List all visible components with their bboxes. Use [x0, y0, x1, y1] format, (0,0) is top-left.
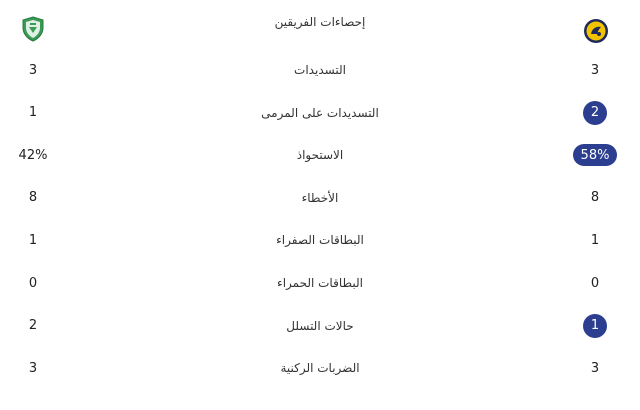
stat-row [0, 141, 640, 169]
away-stat-cell [560, 99, 630, 127]
stats-header [0, 8, 640, 36]
away-stat-cell [560, 141, 630, 169]
away-stat-cell [560, 184, 630, 212]
home-team-crest-icon[interactable] [20, 16, 46, 42]
away-stat-value: 1 [590, 232, 600, 248]
away-stat-cell [560, 226, 630, 254]
stat-row [0, 354, 640, 382]
away-stat-cell [560, 56, 630, 84]
stat-label: التسديدات على المرمى [261, 105, 379, 120]
home-stat-value: 2 [28, 318, 38, 334]
away-stat-cell [560, 269, 630, 297]
away-stat-value: 3 [590, 360, 600, 376]
home-stat-value: 1 [28, 232, 38, 248]
away-team-crest-icon[interactable] [583, 18, 609, 44]
away-stat-value: 3 [590, 62, 600, 78]
stat-row [0, 99, 640, 127]
home-stat-value: 0 [28, 275, 38, 291]
stat-label: التسديدات [294, 63, 346, 77]
stat-row [0, 269, 640, 297]
home-stat-value: 42% [18, 147, 48, 163]
home-stat-value: 1 [28, 105, 38, 121]
away-stat-badge: 58% [573, 144, 618, 166]
home-stat-value: 8 [28, 190, 38, 206]
page-title: إحصاءات الفريقين [274, 15, 366, 29]
stat-label: الضربات الركنية [280, 361, 360, 376]
stat-row [0, 312, 640, 340]
away-stat-badge: 1 [583, 314, 607, 338]
stat-row [0, 184, 640, 212]
stat-row [0, 56, 640, 84]
stat-label: حالات التسلل [286, 318, 354, 333]
stat-row [0, 226, 640, 254]
away-stat-value: 8 [590, 190, 600, 206]
stat-label: الاستحواذ [296, 148, 344, 163]
home-stat-value: 3 [28, 360, 38, 376]
away-stat-badge: 2 [583, 101, 607, 125]
stat-label: البطاقات الحمراء [277, 276, 363, 290]
home-stat-value: 3 [28, 62, 38, 78]
away-stat-value: 0 [590, 275, 600, 291]
stat-label: البطاقات الصفراء [276, 233, 364, 248]
away-stat-cell [560, 312, 630, 340]
stat-label: الأخطاء [301, 190, 339, 205]
away-stat-cell [560, 354, 630, 382]
